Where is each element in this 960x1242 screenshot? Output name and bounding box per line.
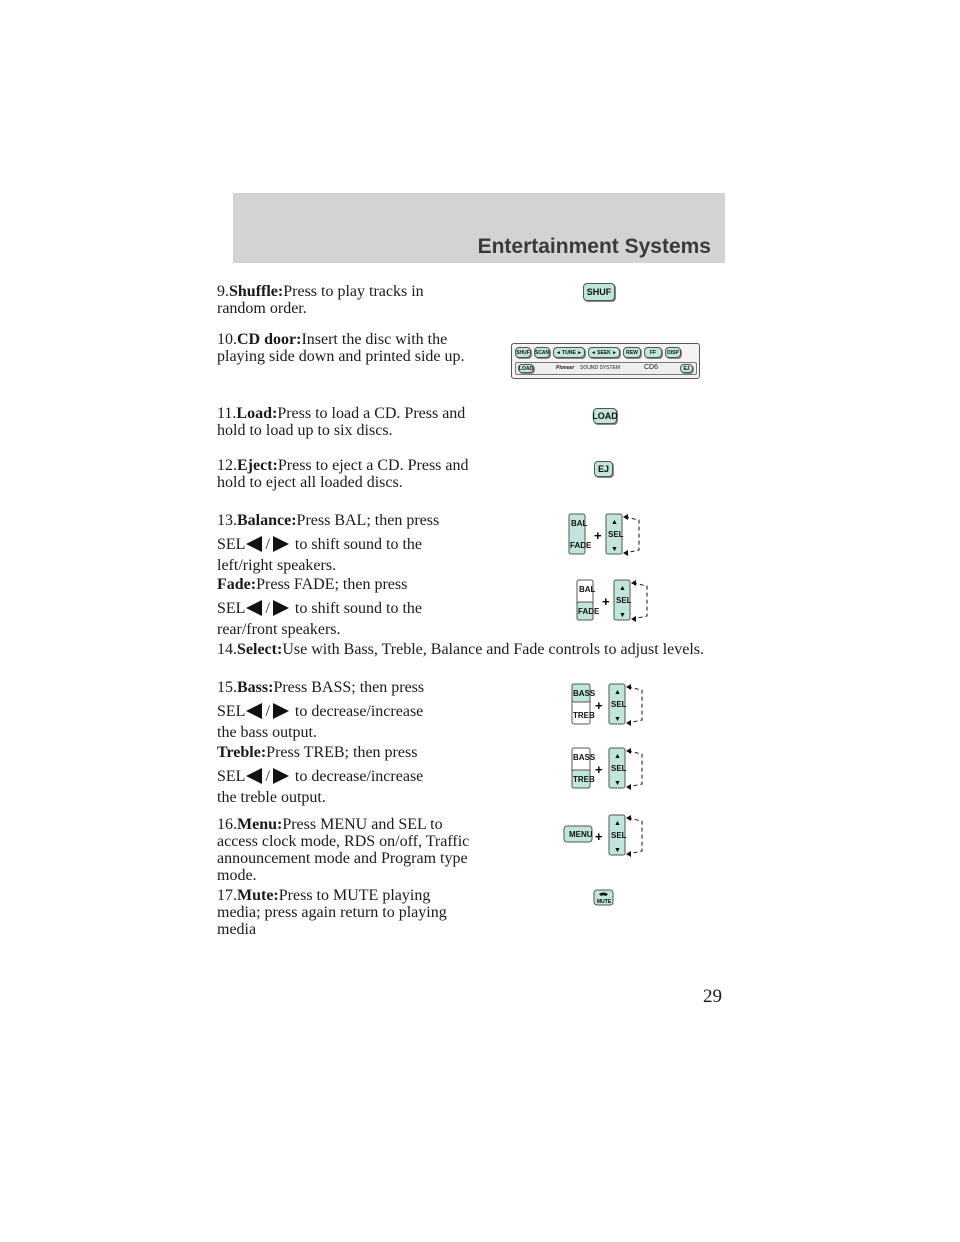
menu-sel-icon (563, 813, 645, 859)
item-balance: 13.Balance:Press BAL; then press SEL / to shift sound to the left/right speakers. (217, 512, 440, 574)
right-arrow-icon (273, 536, 289, 552)
item-load: 11.Load:Press to load a CD. Press and hold to load up to six discs. (217, 405, 466, 439)
svg-text:TREB: TREB (573, 711, 595, 720)
svg-text:SEL: SEL (616, 596, 632, 605)
bal-fade-sel-icon (568, 512, 643, 558)
svg-text:FADE: FADE (570, 541, 592, 550)
shuf-button-illustration: SHUF (583, 283, 615, 301)
svg-text:▲: ▲ (619, 584, 626, 592)
svg-text:▼: ▼ (611, 545, 618, 553)
right-arrow-icon (273, 768, 289, 784)
svg-text:TREB: TREB (573, 775, 595, 784)
mute-button-illustration (593, 889, 615, 907)
svg-text:+: + (594, 528, 602, 543)
svg-text:BAL: BAL (579, 585, 596, 594)
item-text: Press to play tracks in random order. (217, 283, 424, 317)
item-title: Shuffle: (229, 283, 284, 300)
ej-button-illustration: EJ (594, 461, 613, 477)
bal-fade-sel-icon (576, 578, 651, 624)
svg-text:SEL: SEL (608, 530, 624, 539)
item-bass: 15.Bass:Press BASS; then press SEL / to decrease/increase the bass output. (217, 679, 425, 741)
left-arrow-icon (246, 768, 262, 784)
svg-text:+: + (595, 829, 603, 844)
item-treble: Treble:Press TREB; then press SEL / to decrease/increase the treble output. (217, 744, 424, 806)
svg-text:+: + (595, 698, 603, 713)
item-mute: 17.Mute:Press to MUTE playing media; press again return to playing media (217, 887, 447, 938)
svg-text:+: + (602, 594, 610, 609)
svg-text:SEL: SEL (611, 831, 627, 840)
left-arrow-icon (246, 703, 262, 719)
item-eject: 12.Eject:Press to eject a CD. Press and hold to eject all loaded discs. (217, 457, 469, 491)
bass-treb-sel-icon (571, 682, 646, 728)
item-select: 14.Select:Use with Bass, Treble, Balance and Fade controls to adjust levels. (217, 641, 705, 658)
svg-text:▼: ▼ (614, 846, 621, 854)
svg-text:▼: ▼ (614, 715, 621, 723)
svg-text:▼: ▼ (614, 779, 621, 787)
svg-text:FADE: FADE (578, 607, 600, 616)
svg-text:▲: ▲ (614, 819, 621, 827)
svg-text:SEL: SEL (611, 700, 627, 709)
section-title: Entertainment Systems (477, 235, 711, 258)
left-arrow-icon (246, 536, 262, 552)
item-menu: 16.Menu:Press MENU and SEL to access clock mode, RDS on/off, Traffic announcement mode and Program type mode. (217, 816, 470, 884)
item-cd-door: 10.CD door:Insert the disc with the playing side down and printed side up. (217, 331, 465, 365)
svg-text:▲: ▲ (611, 518, 618, 526)
svg-text:▼: ▼ (619, 611, 626, 619)
right-arrow-icon (273, 600, 289, 616)
svg-text:BASS: BASS (573, 689, 596, 698)
item-shuffle: 9.Shuffle:Press to play tracks in random order. (217, 283, 424, 317)
svg-text:SEL: SEL (611, 764, 627, 773)
svg-text:BASS: BASS (573, 753, 596, 762)
svg-text:▲: ▲ (614, 688, 621, 696)
left-arrow-icon (246, 600, 262, 616)
section-header (233, 193, 725, 263)
load-button-illustration: LOAD (593, 408, 617, 424)
item-fade: Fade:Press FADE; then press SEL / to shift sound to the rear/front speakers. (217, 576, 423, 638)
cd-panel-illustration: SHUF SCAN ◄ TUNE ► ◄ SEEK ► REW FF DISP LOAD Pioneer SOUND SYSTEM CD6 EJ (511, 343, 700, 379)
svg-text:BAL: BAL (571, 519, 588, 528)
svg-text:MENU: MENU (569, 830, 593, 839)
svg-text:▲: ▲ (614, 752, 621, 760)
svg-text:+: + (595, 762, 603, 777)
right-arrow-icon (273, 703, 289, 719)
page-number: 29 (703, 986, 722, 1007)
bass-treb-sel-icon (571, 746, 646, 792)
svg-text:MUTE: MUTE (597, 899, 612, 905)
